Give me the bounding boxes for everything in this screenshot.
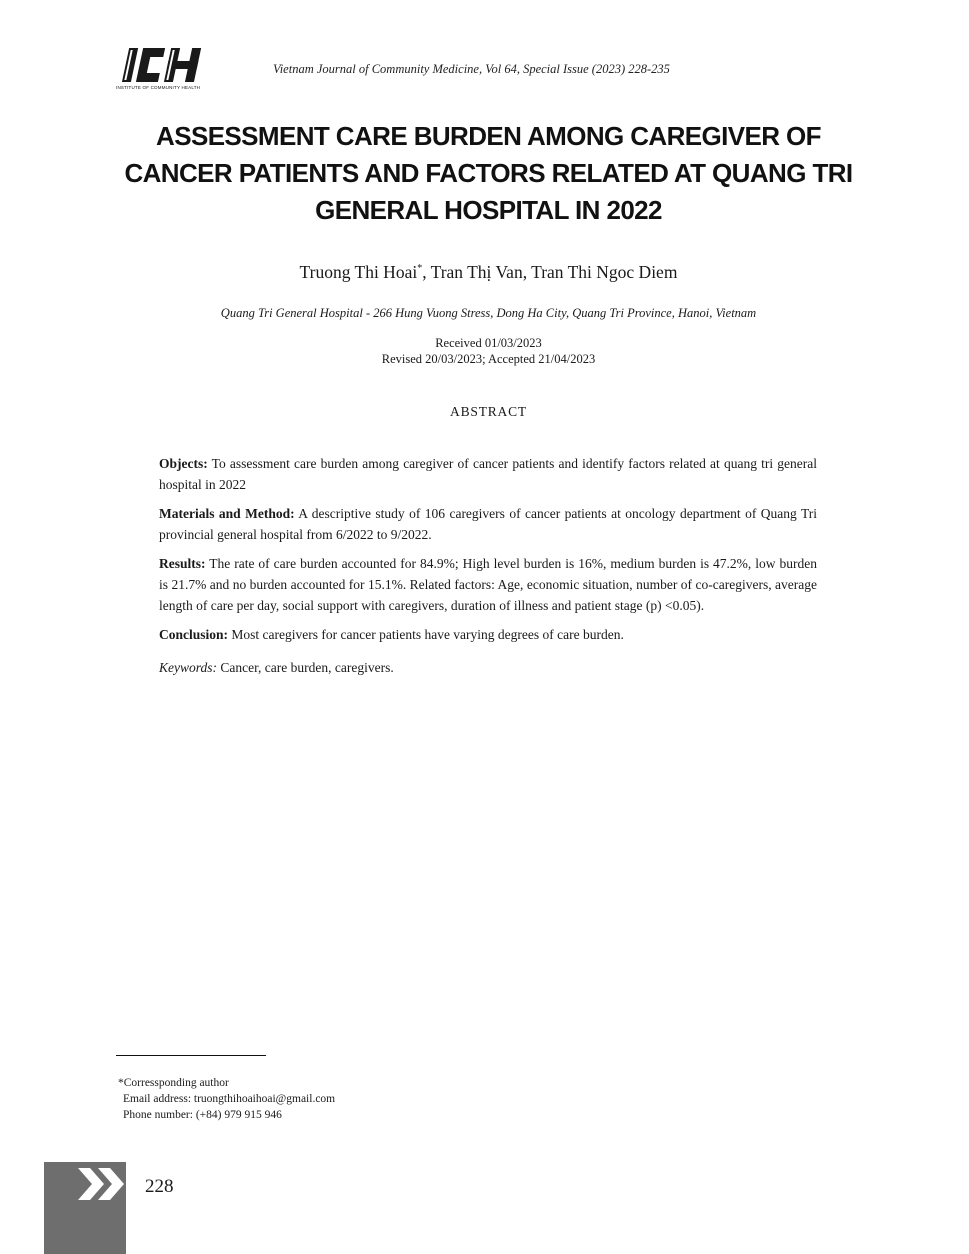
- article-title: [100, 118, 877, 229]
- title-line: ASSESSMENT CARE BURDEN AMONG CAREGIVER OF: [156, 121, 821, 151]
- double-chevron-right-icon: [76, 1166, 128, 1202]
- conclusion-text: Most caregivers for cancer patients have varying degrees of care burden.: [228, 627, 624, 642]
- abstract-methods: [159, 503, 817, 545]
- corresponding-mark: *: [417, 263, 423, 275]
- keywords: [159, 657, 817, 678]
- abstract-results: [159, 553, 817, 616]
- logo-subtitle: INSTITUTE OF COMMUNITY HEALTH: [116, 85, 201, 90]
- first-author: Truong Thi Hoai: [299, 262, 418, 282]
- footnote: [118, 1075, 335, 1123]
- phone-number: Phone number: (+84) 979 915 946: [123, 1109, 282, 1121]
- objects-label: Objects:: [159, 456, 208, 471]
- methods-label: Materials and Method:: [159, 506, 295, 521]
- methods-text: A descriptive study of 106 caregivers of cancer patients at oncology department of Quang Tri provincial general hospital from 6/2022 to 9/2022.: [159, 506, 817, 542]
- results-text: The rate of care burden accounted for 84.9%; High level burden is 16%, medium burden is 47.2%, low burden is 21.7% and no burden accounted for 15.1%. Related factors: Age, economic situation, number of co-caregivers, average length of care per day, social support with caregivers, duration of illness and patient stage (p) <0.05).: [159, 556, 817, 613]
- keywords-text: Cancer, care burden, caregivers.: [217, 660, 394, 675]
- revised-accepted-date: Revised 20/03/2023; Accepted 21/04/2023: [381, 352, 596, 366]
- article-dates: [0, 335, 969, 367]
- results-label: Results:: [159, 556, 206, 571]
- abstract-heading: ABSTRACT: [450, 404, 527, 419]
- abstract-objects: [159, 453, 817, 495]
- journal-citation: Vietnam Journal of Community Medicine, Vol 64, Special Issue (2023) 228-235: [273, 62, 670, 76]
- email-address[interactable]: Email address: truongthihoaihoai@gmail.com: [123, 1093, 336, 1105]
- affiliation: Quang Tri General Hospital - 266 Hung Vuong Stress, Dong Ha City, Quang Tri Province, Hanoi, Vietnam: [220, 306, 757, 320]
- page-number: 228: [145, 1176, 174, 1197]
- abstract-body: [159, 453, 817, 686]
- keywords-label: Keywords:: [159, 660, 217, 675]
- corresponding-author-note: *Corressponding author: [118, 1077, 229, 1089]
- title-line: CANCER PATIENTS AND FACTORS RELATED AT QUANG TRI: [124, 158, 853, 188]
- conclusion-label: Conclusion:: [159, 627, 229, 642]
- other-authors: , Tran Thị Van, Tran Thi Ngoc Diem: [422, 262, 678, 282]
- title-line: GENERAL HOSPITAL IN 2022: [315, 195, 662, 225]
- abstract-conclusion: [159, 624, 817, 645]
- footnote-divider: [116, 1055, 266, 1056]
- received-date: Received 01/03/2023: [435, 336, 542, 350]
- objects-text: To assessment care burden among caregiver of cancer patients and identify factors related at quang tri general hospital in 2022: [159, 456, 817, 492]
- author-list: [0, 262, 969, 283]
